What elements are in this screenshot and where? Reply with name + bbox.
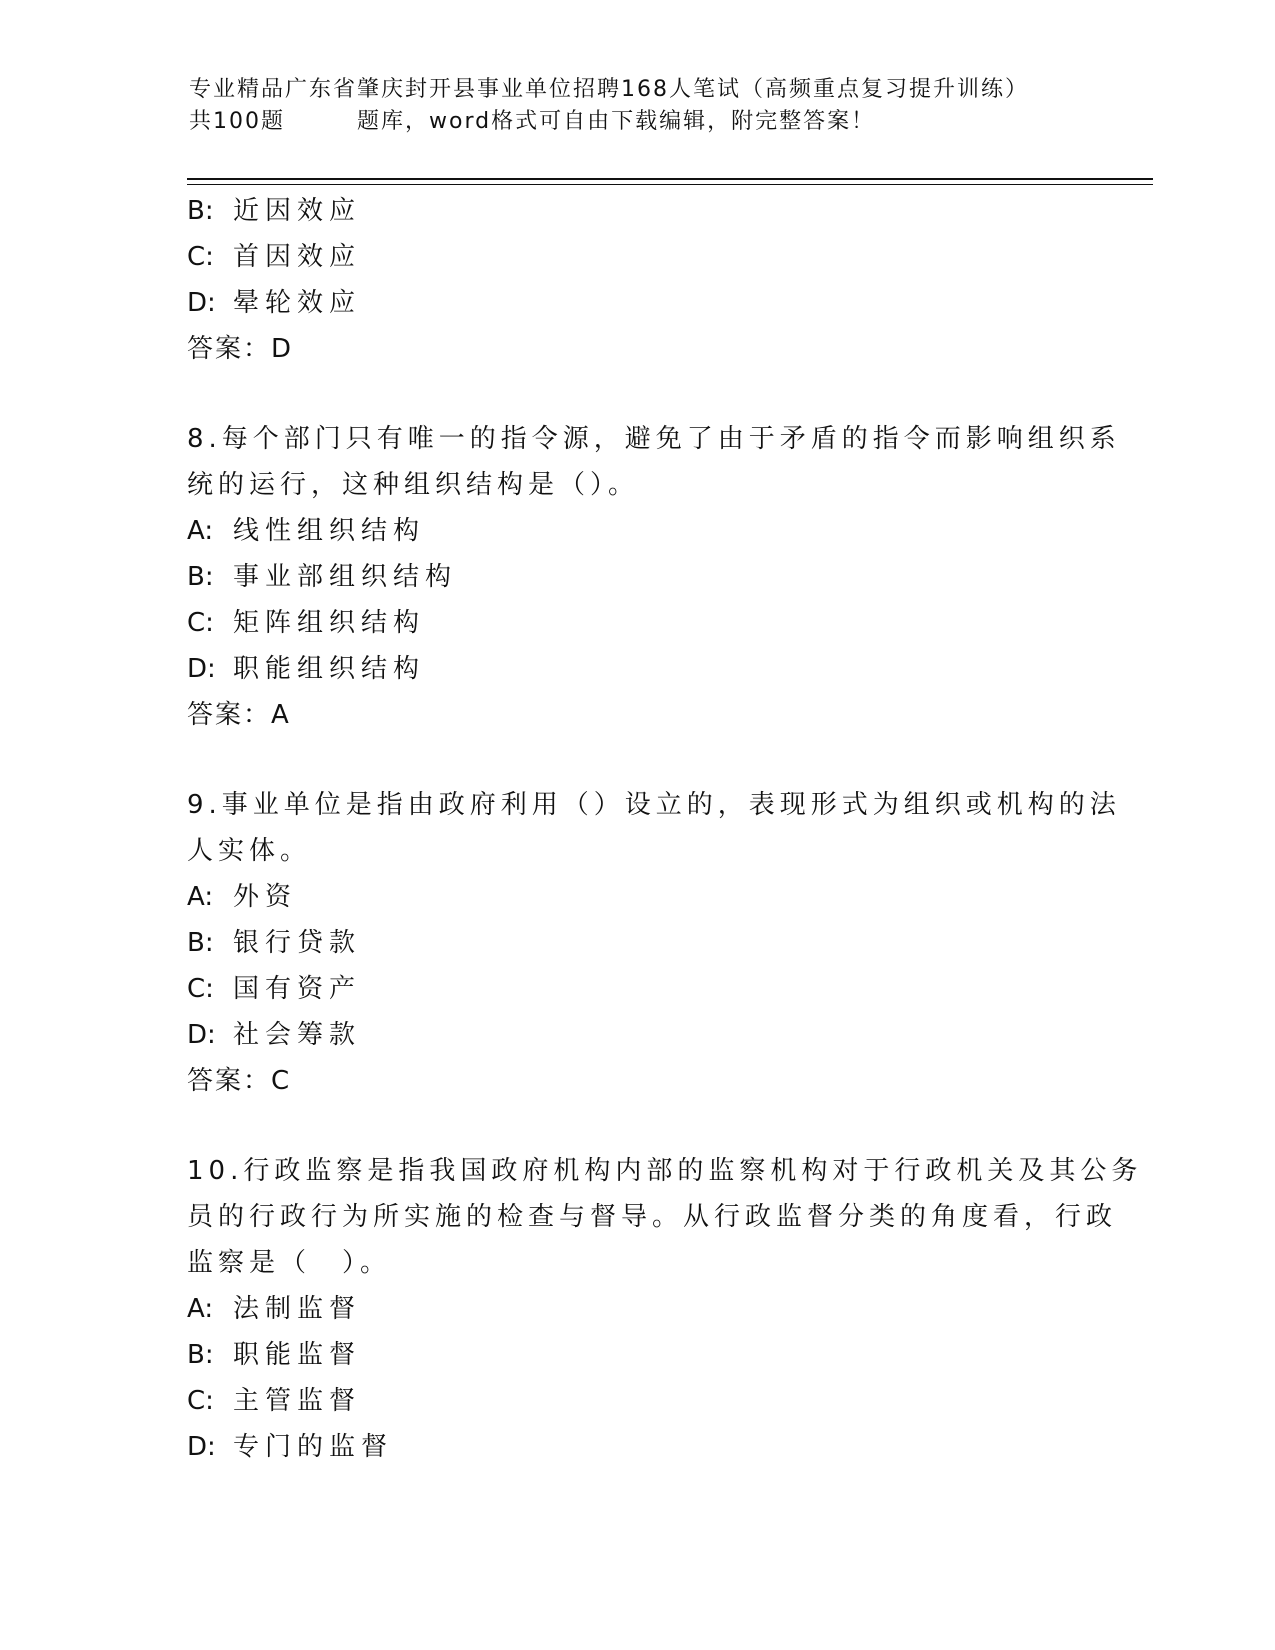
document-header <box>189 74 1149 138</box>
option-text: 主管监督 <box>233 1386 362 1416</box>
option-a <box>187 874 1087 920</box>
option-text: 事业部组织结构 <box>233 562 458 592</box>
header-description: 题库，word格式可自由下载编辑，附完整答案！ <box>357 109 876 134</box>
header-question-count: 共100题 <box>189 109 285 134</box>
option-d <box>187 646 1087 692</box>
option-label: D: <box>187 1432 216 1462</box>
question-10 <box>187 1148 1143 1470</box>
option-text: 社会筹款 <box>233 1020 362 1050</box>
option-label: C: <box>187 1386 214 1416</box>
option-a <box>187 508 1087 554</box>
option-d <box>187 1424 1087 1470</box>
option-label: A: <box>187 516 214 546</box>
option-label: C: <box>187 608 214 638</box>
option-label: C: <box>187 242 214 272</box>
header-divider-thin <box>187 184 1153 185</box>
option-text: 职能组织结构 <box>233 654 426 684</box>
option-label: A: <box>187 1294 214 1324</box>
option-text: 法制监督 <box>233 1294 362 1324</box>
option-label: C: <box>187 974 214 1004</box>
option-text: 外资 <box>233 882 298 912</box>
option-text: 银行贷款 <box>233 928 362 958</box>
option-label: D: <box>187 1020 216 1050</box>
option-c <box>187 600 1087 646</box>
option-label: B: <box>187 562 214 592</box>
question-text-line: 员的行政行为所实施的检查与督导。从行政监督分类的角度看，行政 <box>187 1202 1118 1232</box>
option-b <box>187 1332 1087 1378</box>
option-c <box>187 1378 1087 1424</box>
option-b <box>187 188 1087 234</box>
option-a <box>187 1286 1087 1332</box>
option-label: B: <box>187 928 214 958</box>
option-c <box>187 234 1087 280</box>
option-text: 专门的监督 <box>233 1432 394 1462</box>
option-text: 矩阵组织结构 <box>233 608 426 638</box>
question-text-line: 人实体。 <box>187 836 312 866</box>
question-7 <box>187 188 1087 372</box>
option-label: A: <box>187 882 214 912</box>
header-subtitle-line <box>189 106 1149 138</box>
option-text: 首因效应 <box>233 242 362 272</box>
option-d <box>187 1012 1087 1058</box>
header-title-line: 专业精品广东省肇庆封开县事业单位招聘168人笔试（高频重点复习提升训练） <box>189 77 1029 102</box>
option-b <box>187 554 1087 600</box>
option-d <box>187 280 1087 326</box>
question-text-line: 9.事业单位是指由政府利用（）设立的，表现形式为组织或机构的法 <box>187 790 1121 820</box>
option-label: B: <box>187 196 214 226</box>
option-label: D: <box>187 654 216 684</box>
question-9 <box>187 782 1121 1104</box>
question-8 <box>187 416 1121 738</box>
question-text-line: 8.每个部门只有唯一的指令源，避免了由于矛盾的指令而影响组织系 <box>187 424 1121 454</box>
option-text: 线性组织结构 <box>233 516 426 546</box>
question-text-line: 10.行政监察是指我国政府机构内部的监察机构对于行政机关及其公务 <box>187 1156 1143 1186</box>
answer-line: 答案：C <box>187 1066 292 1096</box>
option-text: 职能监督 <box>233 1340 362 1370</box>
option-text: 晕轮效应 <box>233 288 362 318</box>
option-text: 国有资产 <box>233 974 362 1004</box>
option-b <box>187 920 1087 966</box>
option-c <box>187 966 1087 1012</box>
header-divider-thick <box>187 178 1153 180</box>
question-text-line: 统的运行，这种组织结构是（）。 <box>187 470 640 500</box>
answer-line: 答案：A <box>187 700 291 730</box>
option-label: D: <box>187 288 216 318</box>
answer-line: 答案：D <box>187 334 294 364</box>
option-label: B: <box>187 1340 214 1370</box>
question-list <box>187 188 1143 1470</box>
question-text-line: 监察是（ ）。 <box>187 1248 392 1278</box>
option-text: 近因效应 <box>233 196 362 226</box>
